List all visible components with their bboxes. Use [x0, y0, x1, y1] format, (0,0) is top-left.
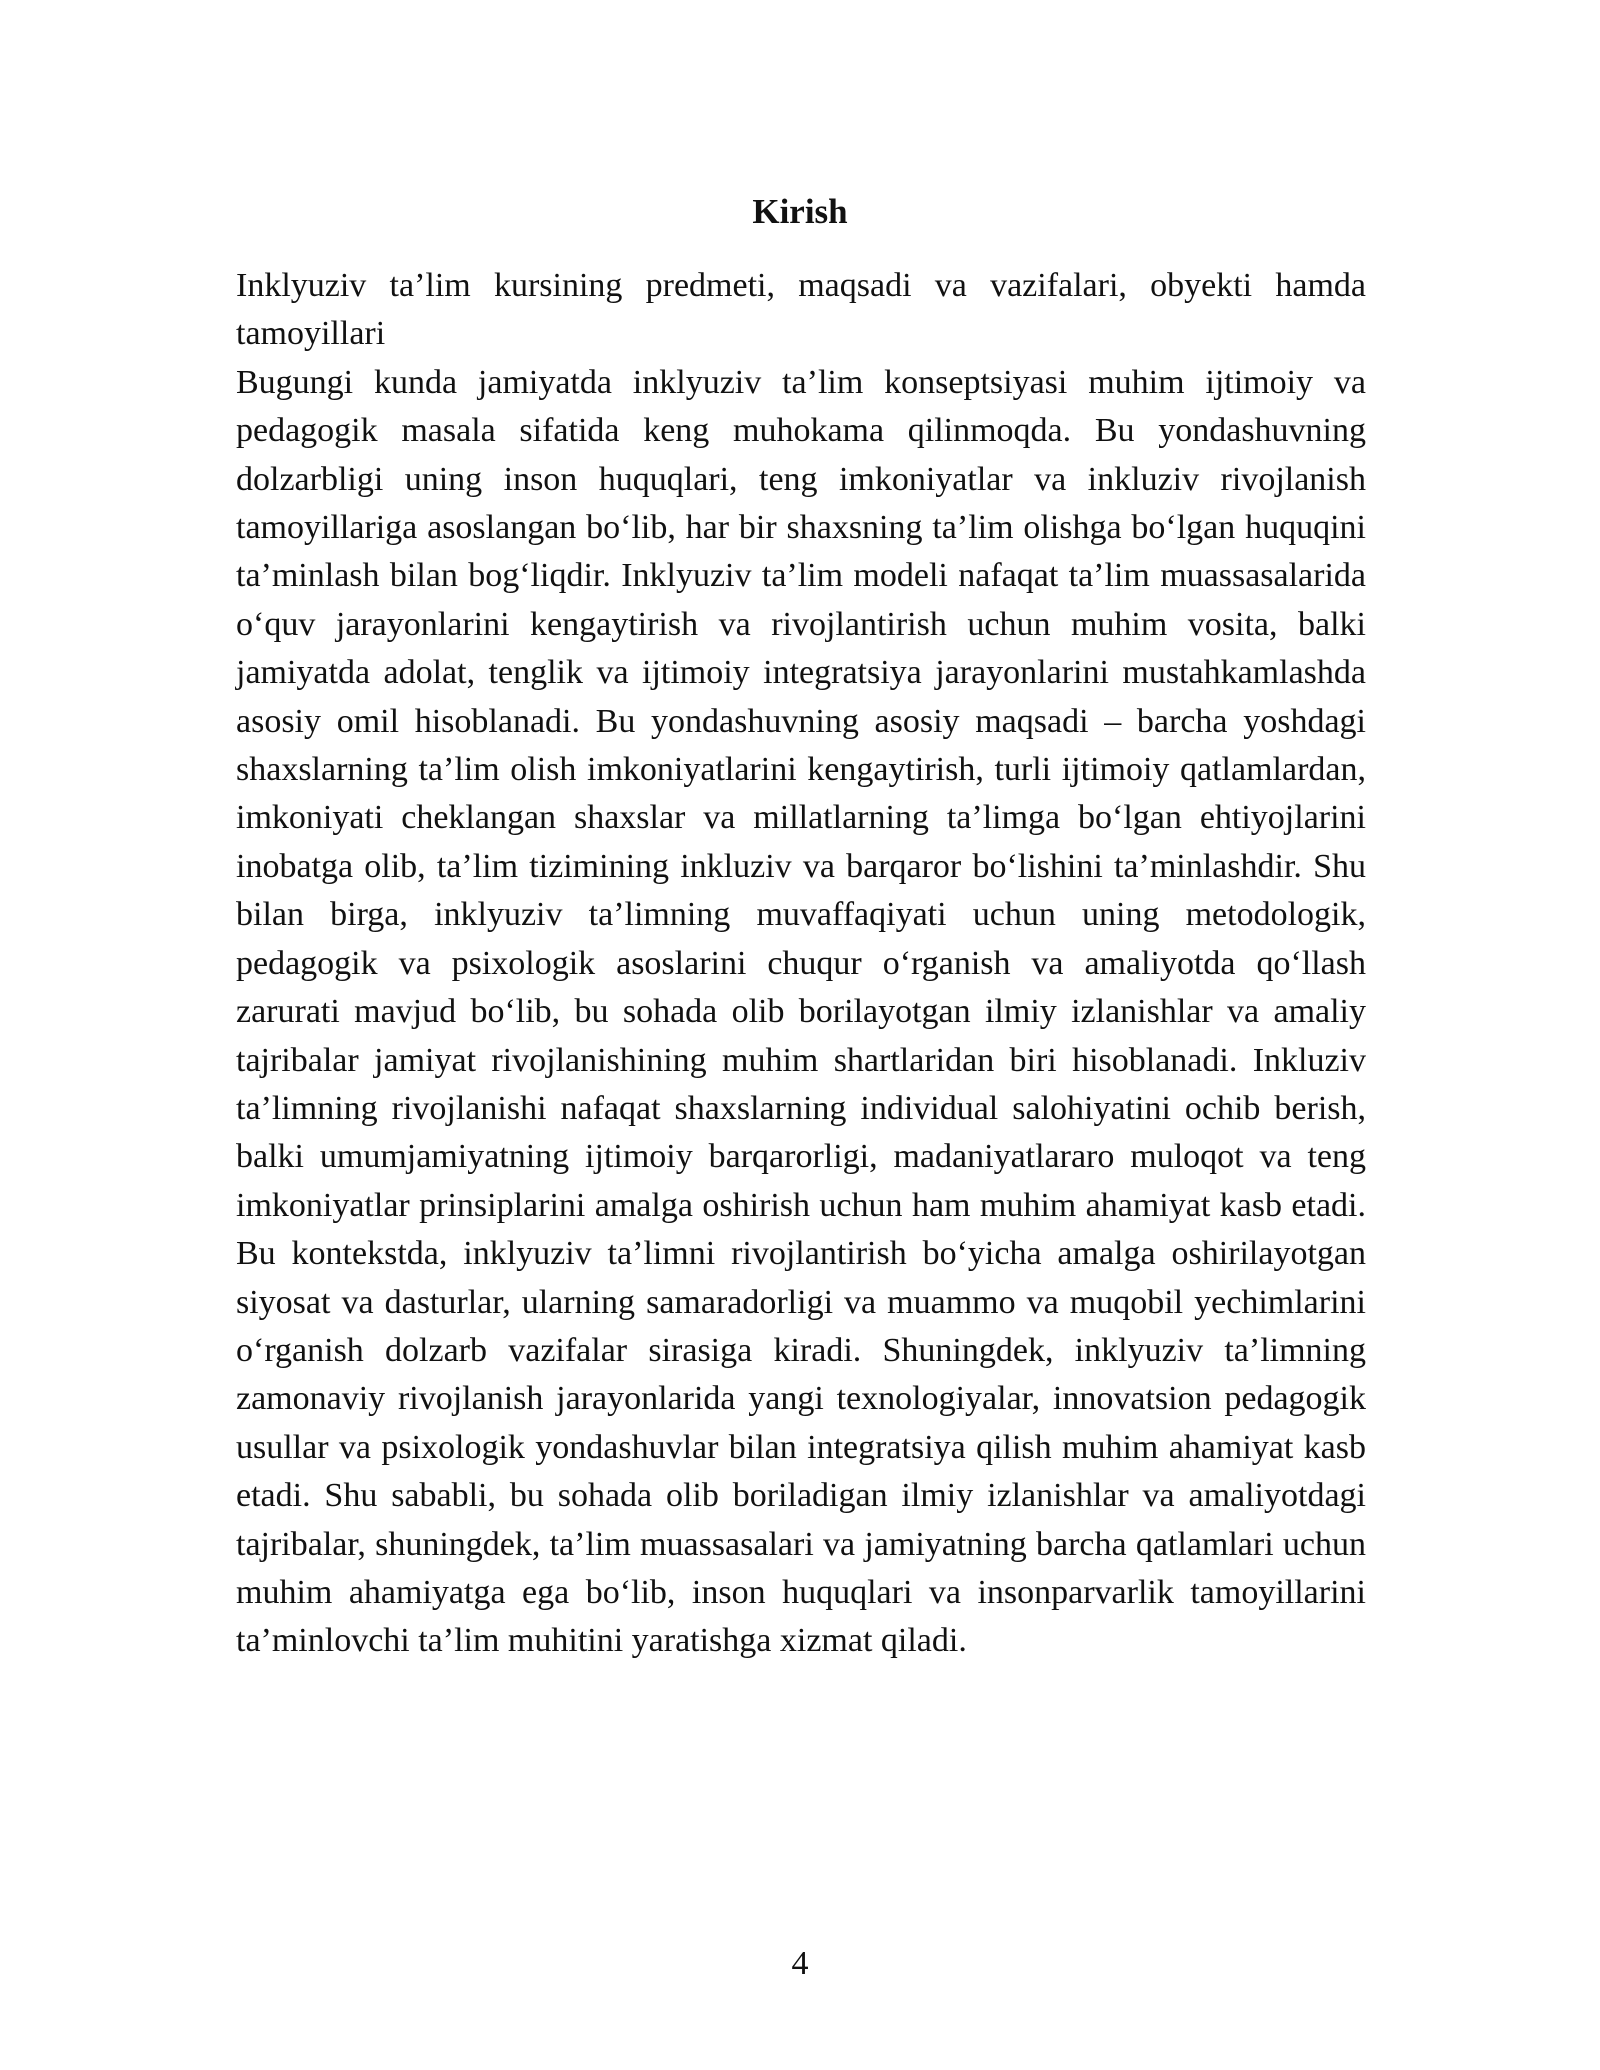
text-body	[236, 262, 1366, 1666]
body-paragraph: Bugungi kunda jamiyatda inklyuziv ta’lim konseptsiyasi muhim ijtimoiy va pedagogik masala sifatida keng muhokama qilinmoqda. Bu yondashuvning dolzarbligi uning inson huquqlari, teng imkoniyatlar va inkluziv rivojlanish tamoyillariga asoslangan bo‘lib, har bir shaxsning ta’lim olishga bo‘lgan huquqini ta’minlash bilan bog‘liqdir. Inklyuziv ta’lim modeli nafaqat ta’lim muassasalarida o‘quv jarayonlarini kengaytirish va rivojlantirish uchun muhim vosita, balki jamiyatda adolat, tenglik va ijtimoiy integratsiya jarayonlarini mustahkamlashda asosiy omil hisoblanadi. Bu yondashuvning asosiy maqsadi – barcha yoshdagi shaxslarning ta’lim olish imkoniyatlarini kengaytirish, turli ijtimoiy qatlamlardan, imkoniyati cheklangan shaxslar va millatlarning ta’limga bo‘lgan ehtiyojlarini inobatga olib, ta’lim tizimining inkluziv va barqaror bo‘lishini ta’minlashdir. Shu bilan birga, inklyuziv ta’limning muvaffaqiyati uchun uning metodologik, pedagogik va psixologik asoslarini chuqur o‘rganish va amaliyotda qo‘llash zarurati mavjud bo‘lib, bu sohada olib borilayotgan ilmiy izlanishlar va amaliy tajribalar jamiyat rivojlanishining muhim shartlaridan biri hisoblanadi. Inkluziv ta’limning rivojlanishi nafaqat shaxslarning individual salohiyatini ochib berish, balki umumjamiyatning ijtimoiy barqarorligi, madaniyatlararo muloqot va teng imkoniyatlar prinsiplarini amalga oshirish uchun ham muhim ahamiyat kasb etadi. Bu kontekstda, inklyuziv ta’limni rivojlantirish bo‘yicha amalga oshirilayotgan siyosat va dasturlar, ularning samaradorligi va muammo va muqobil yechimlarini o‘rganish dolzarb vazifalar sirasiga kiradi. Shuningdek, inklyuziv ta’limning zamonaviy rivojlanish jarayonlarida yangi texnologiyalar, innovatsion pedagogik usullar va psixologik yondashuvlar bilan integratsiya qilish muhim ahamiyat kasb etadi. Shu sababli, bu sohada olib boriladigan ilmiy izlanishlar va amaliyotdagi tajribalar, shuningdek, ta’lim muassasalari va jamiyatning barcha qatlamlari uchun muhim ahamiyatga ega bo‘lib, inson huquqlari va insonparvarlik tamoyillarini ta’minlovchi ta’lim muhitini yaratishga xizmat qiladi.	[236, 363, 1366, 1660]
section-subtitle: Inklyuziv ta’lim kursining predmeti, maqsadi va vazifalari, obyekti hamda tamoyillari	[236, 267, 1366, 353]
page-title: Kirish	[752, 192, 848, 231]
page-number: 4	[791, 1945, 809, 1982]
